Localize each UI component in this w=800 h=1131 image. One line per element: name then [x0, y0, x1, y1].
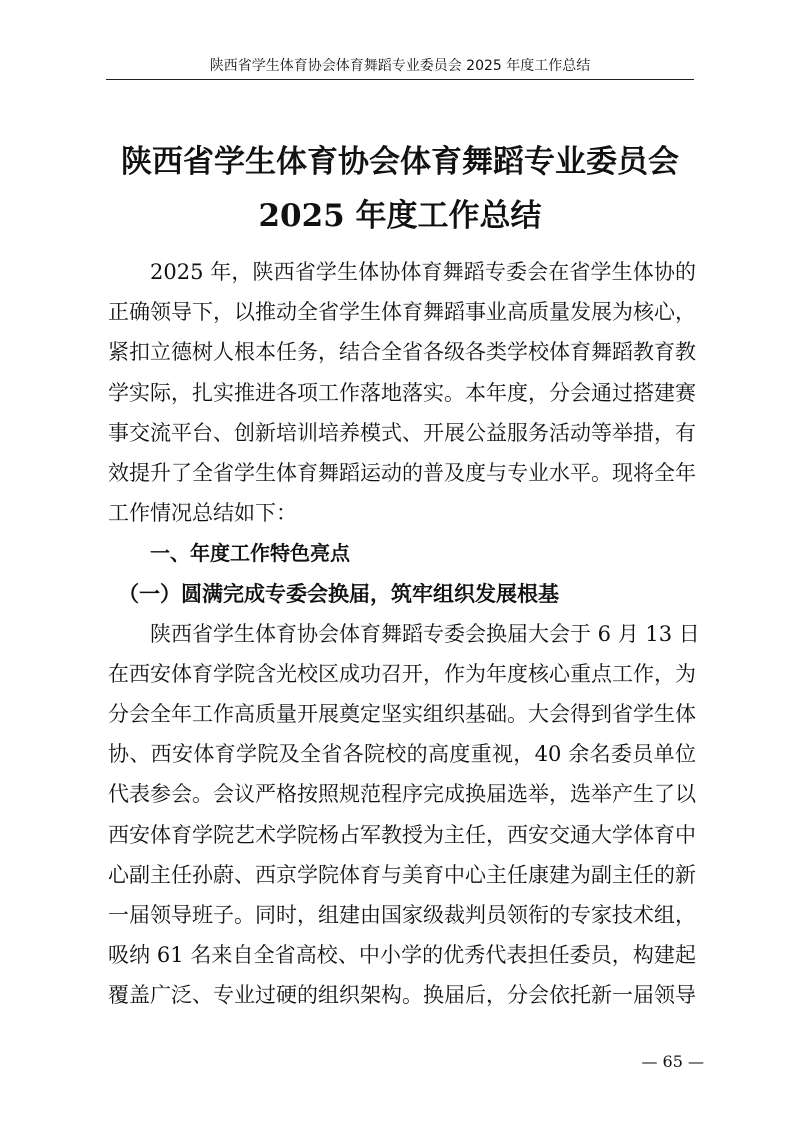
paragraph-line: 效提升了全省学生体育舞蹈运动的普及度与专业水平。现将全年	[108, 460, 696, 485]
paragraph-line: 吸纳 61 名来自全省高校、中小学的优秀代表担任委员，构建起	[108, 943, 696, 968]
paragraph-line: 事交流平台、创新培训培养模式、开展公益服务活动等举措，有	[108, 420, 696, 445]
paragraph-line: 工作情况总结如下：	[108, 501, 297, 526]
section-heading: 一、年度工作特色亮点	[150, 541, 350, 566]
paragraph-line: 2025 年，陕西省学生体协体育舞蹈专委会在省学生体协的	[150, 260, 696, 284]
paragraph-line: 代表参会。会议严格按照规范程序完成换届选举，选举产生了以	[108, 782, 696, 807]
document-title-year: 2025 年度工作总结	[258, 198, 542, 234]
paragraph-line: 紧扣立德树人根本任务，结合全省各级各类学校体育舞蹈教育教	[108, 340, 696, 365]
paragraph-line: 在西安体育学院含光校区成功召开，作为年度核心重点工作，为	[108, 661, 696, 686]
paragraph-line: 陕西省学生体育协会体育舞蹈专委会换届大会于 6 月 13 日	[150, 621, 700, 646]
subsection-heading-text: （一）圆满完成专委会换届，筑牢组织发展根基	[118, 580, 559, 606]
page-number: — 65 —	[641, 1052, 704, 1071]
paragraph-line: 正确领导下，以推动全省学生体育舞蹈事业高质量发展为核心，	[108, 300, 696, 325]
running-header: 陕西省学生体育协会体育舞蹈专业委员会 2025 年度工作总结	[209, 58, 591, 74]
paragraph-line: 覆盖广泛、专业过硬的组织架构。换届后，分会依托新一届领导	[108, 983, 696, 1008]
paragraph-line: 分会全年工作高质量开展奠定坚实组织基础。大会得到省学生体	[108, 702, 696, 727]
paragraph-line: 西安体育学院艺术学院杨占军教授为主任，西安交通大学体育中	[108, 822, 696, 847]
document-body	[108, 252, 700, 1016]
subsection-heading	[108, 574, 696, 614]
header-divider	[106, 79, 694, 80]
paragraph-line: 协、西安体育学院及全省各院校的高度重视，40 余名委员单位	[108, 742, 696, 767]
document-title: 陕西省学生体育协会体育舞蹈专业委员会	[121, 144, 679, 180]
paragraph-line: 心副主任孙蔚、西京学院体育与美育中心主任康建为副主任的新	[108, 862, 696, 887]
paragraph-line: 一届领导班子。同时，组建由国家级裁判员领衔的专家技术组，	[108, 903, 696, 927]
paragraph-line: 学实际，扎实推进各项工作落地落实。本年度，分会通过搭建赛	[108, 380, 696, 405]
